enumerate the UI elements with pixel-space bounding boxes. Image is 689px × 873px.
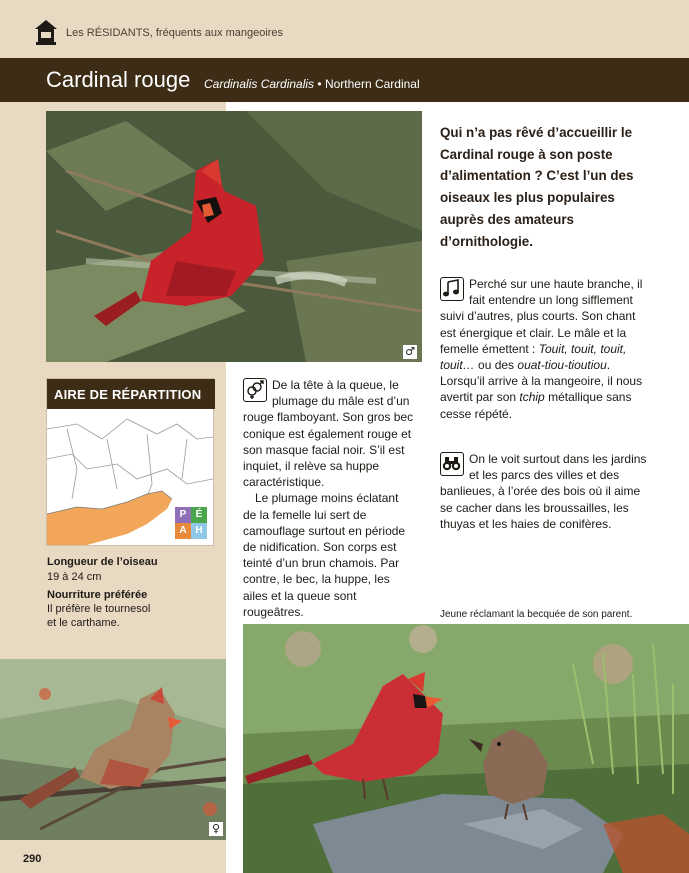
song-part-2: ou des <box>474 358 518 373</box>
binoculars-icon <box>440 452 464 476</box>
food-label: Nourriture préférée <box>47 589 148 601</box>
male-cardinal-photo <box>46 111 422 362</box>
season-summer: É <box>191 507 207 523</box>
food-line-1: Il préfère le tournesol <box>47 603 151 615</box>
intro-text: Qui n’a pas rêvé d’accueillir le Cardinal rouge à son poste d’alimentation ? C’est l’un des oiseaux les plus populaires auprès des amateurs d’ornithologie. <box>440 125 634 249</box>
latin-name: Cardinalis Cardinalis <box>204 77 315 91</box>
range-map-title: AIRE DE RÉPARTITION <box>47 379 215 409</box>
song-call-1: Touit, touit, touit, touit… <box>440 341 627 373</box>
description-text <box>243 377 414 620</box>
length-label: Longueur de l’oiseau <box>47 556 158 568</box>
range-map-box <box>46 378 214 546</box>
music-note-icon <box>440 277 464 301</box>
season-winter: H <box>191 523 207 539</box>
description-paragraph-1: De la tête à la queue, le plumage du mâle est d’un rouge flamboyant. Son gros bec conique est également rouge et son masque facial noir. S’il est inquiet, il relève sa huppe caractéristique. <box>243 378 414 490</box>
female-symbol: ♀ <box>209 822 223 836</box>
bird-feeder-icon <box>33 18 59 46</box>
description-paragraph-2: Le plumage moins éclatant de la femelle lui sert de camouflage surtout en période de nidification. Son corps est teinté d’un brun chamois. Par contre, le bec, la huppe, les ailes et la queue sont rougeâtres. <box>243 491 406 619</box>
male-symbol: ♂ <box>403 345 417 359</box>
song-part-4: métallique sans cesse répété. <box>440 390 632 421</box>
song-call-3: tchip <box>519 390 545 405</box>
page-number: 290 <box>23 853 42 865</box>
food-line-2: et le carthame. <box>47 617 120 629</box>
season-legend <box>175 507 207 539</box>
length-value: 19 à 24 cm <box>47 571 102 583</box>
season-autumn: A <box>175 523 191 539</box>
photo-caption: Jeune réclamant la becquée de son parent. <box>440 609 633 620</box>
season-spring: P <box>175 507 191 523</box>
song-part-3: . Lorsqu’il arrive à la mangeoire, il nous avertit par son <box>440 358 643 405</box>
female-cardinal-photo <box>0 659 226 840</box>
name-separator: • <box>317 77 322 91</box>
parent-juvenile-photo <box>243 624 689 873</box>
habitat-text <box>440 451 652 532</box>
song-part-1: Perché sur une haute branche, il fait entendre un long sifflement suivi d’autres, plus courts. Son chant est énergique et clair. Le mâle et la femelle émettent : <box>440 277 643 356</box>
song-call-2: ouat-tiou-tioutiou <box>517 358 607 373</box>
english-name: Northern Cardinal <box>324 77 420 91</box>
song-text <box>440 276 652 422</box>
species-subtitle <box>204 77 420 91</box>
species-title: Cardinal rouge <box>46 67 191 92</box>
male-female-icon <box>243 378 267 402</box>
section-label: Les RÉSIDANTS, fréquents aux mangeoires <box>66 27 284 39</box>
habitat-paragraph: On le voit surtout dans les jardins et les parcs des villes et des banlieues, à l’orée des bois où il aime se cacher dans les broussailles, les thuyas et les haies de conifères. <box>440 452 647 531</box>
